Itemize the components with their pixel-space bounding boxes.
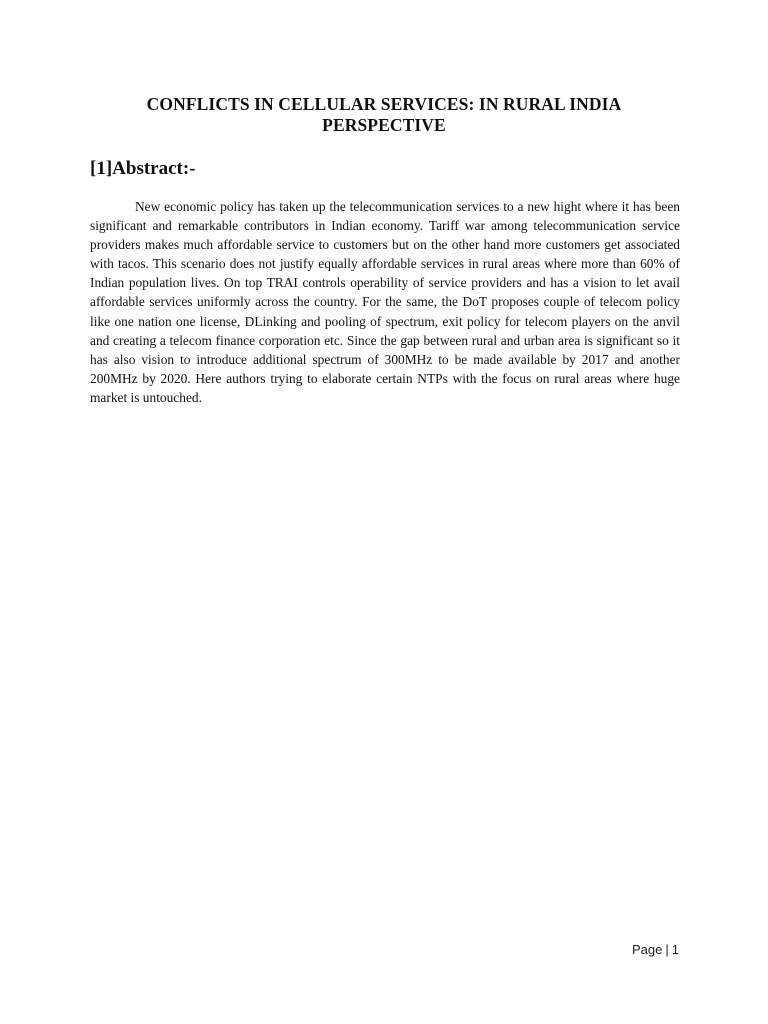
abstract-paragraph: New economic policy has taken up the telecommunication services to a new hight where it has been significant and remarkable contributors in Indian economy. Tariff war among telecommunication service providers makes much affordable service to customers but on the other hand more customers get associated with tacos. This scenario does not justify equally affordable services in rural areas where more than 60% of Indian population lives. On top TRAI controls operability of service providers and has a vision to let avail affordable services uniformly across the country. For the same, the DoT proposes couple of telecom policy like one nation one license, DLinking and pooling of spectrum, exit policy for telecom players on the anvil and creating a telecom finance corporation etc. Since the gap between rural and urban area is significant so it has also vision to introduce additional spectrum of 300MHz to be made available by 2017 and another 200MHz by 2020. Here authors trying to elaborate certain NTPs with the focus on rural areas where huge market is untouched. <box>90 199 680 405</box>
page-title: CONFLICTS IN CELLULAR SERVICES: IN RURAL INDIA PERSPECTIVE <box>146 94 622 135</box>
page-number: 1 <box>671 942 679 957</box>
page-footer <box>632 942 679 957</box>
page-label: Page <box>632 942 663 957</box>
page-separator: | <box>665 942 669 957</box>
abstract-heading: [1]Abstract:- <box>90 158 196 179</box>
